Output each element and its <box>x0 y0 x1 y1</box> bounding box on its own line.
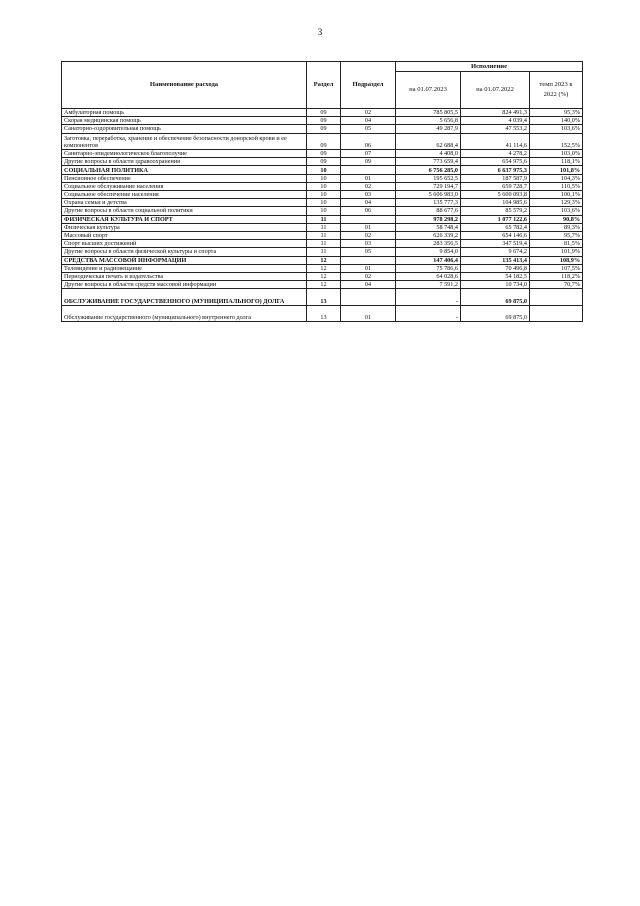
cell-value-2022: 70 496,8 <box>461 264 530 272</box>
cell-value-2022: 4 039,4 <box>461 117 530 125</box>
cell-tempo: 107,5% <box>530 264 583 272</box>
cell-value-2022: 10 734,0 <box>461 281 530 289</box>
header-subsection: Подраздел <box>341 62 396 109</box>
cell-value-2022: 41 114,6 <box>461 133 530 150</box>
header-date-2022: на 01.07.2022 <box>461 72 530 109</box>
cell-expense-name: Другие вопросы в области здравоохранения <box>62 158 307 166</box>
cell-subsection: 03 <box>341 191 396 199</box>
cell-tempo: 81,5% <box>530 240 583 248</box>
cell-value-2023: 147 406,4 <box>396 256 461 264</box>
cell-section: 10 <box>307 174 341 182</box>
cell-value-2022: 65 782,4 <box>461 223 530 231</box>
cell-tempo: 152,5% <box>530 133 583 150</box>
cell-tempo: 70,7% <box>530 281 583 289</box>
cell-value-2022: 824 491,3 <box>461 109 530 117</box>
cell-value-2022: 6 637 975,3 <box>461 166 530 174</box>
header-section: Раздел <box>307 62 341 109</box>
cell-expense-name: СОЦИАЛЬНАЯ ПОЛИТИКА <box>62 166 307 174</box>
cell-section: 13 <box>307 305 341 322</box>
cell-section: 12 <box>307 281 341 289</box>
cell-tempo: 90,8% <box>530 215 583 223</box>
cell-section: 12 <box>307 264 341 272</box>
cell-value-2022: 187 587,9 <box>461 174 530 182</box>
cell-value-2023: 49 287,9 <box>396 125 461 133</box>
cell-expense-name: Другие вопросы в области физической культуры и спорта <box>62 248 307 256</box>
cell-section: 12 <box>307 256 341 264</box>
cell-subsection: 01 <box>341 223 396 231</box>
cell-section: 12 <box>307 272 341 280</box>
cell-value-2023: 5 656,8 <box>396 117 461 125</box>
cell-value-2022: 135 413,4 <box>461 256 530 264</box>
cell-value-2022: 104 985,6 <box>461 199 530 207</box>
cell-section: 10 <box>307 166 341 174</box>
cell-expense-name: Амбулаторная помощь <box>62 109 307 117</box>
cell-expense-name: Физическая культура <box>62 223 307 231</box>
cell-tempo: 95,3% <box>530 109 583 117</box>
cell-subsection: 03 <box>341 240 396 248</box>
cell-subsection: 04 <box>341 199 396 207</box>
table-row <box>62 289 583 306</box>
cell-expense-name: Пенсионное обеспечение <box>62 174 307 182</box>
cell-subsection: 04 <box>341 281 396 289</box>
table-row <box>62 264 583 272</box>
cell-value-2023: 283 356,5 <box>396 240 461 248</box>
table-row <box>62 248 583 256</box>
cell-subsection <box>341 166 396 174</box>
cell-subsection: 02 <box>341 272 396 280</box>
cell-section: 10 <box>307 191 341 199</box>
cell-value-2023: 195 652,5 <box>396 174 461 182</box>
cell-subsection: 05 <box>341 248 396 256</box>
cell-tempo: 118,2% <box>530 272 583 280</box>
cell-tempo: 103,6% <box>530 125 583 133</box>
cell-subsection <box>341 289 396 306</box>
cell-section: 09 <box>307 109 341 117</box>
cell-subsection: 02 <box>341 182 396 190</box>
cell-expense-name: Другие вопросы в области социальной политики <box>62 207 307 215</box>
cell-tempo: 100,1% <box>530 191 583 199</box>
cell-value-2023: 62 688,4 <box>396 133 461 150</box>
cell-expense-name: Заготовка, переработка, хранение и обеспечение безопасности донорской крови и ее компонентов <box>62 133 307 150</box>
table-row <box>62 158 583 166</box>
table-row <box>62 207 583 215</box>
table-row <box>62 215 583 223</box>
cell-subsection: 06 <box>341 133 396 150</box>
cell-tempo: 89,3% <box>530 223 583 231</box>
cell-subsection <box>341 215 396 223</box>
cell-value-2022: 47 553,2 <box>461 125 530 133</box>
cell-subsection: 04 <box>341 117 396 125</box>
expenditure-table <box>61 61 583 322</box>
cell-expense-name: Санаторно-оздоровительная помощь <box>62 125 307 133</box>
cell-value-2022: 85 579,2 <box>461 207 530 215</box>
cell-subsection: 06 <box>341 207 396 215</box>
cell-tempo: 118,1% <box>530 158 583 166</box>
cell-tempo: 129,3% <box>530 199 583 207</box>
cell-tempo: 110,5% <box>530 182 583 190</box>
cell-value-2023: 626 339,2 <box>396 231 461 239</box>
cell-value-2022: 69 875,0 <box>461 305 530 322</box>
cell-value-2023: 785 805,5 <box>396 109 461 117</box>
cell-expense-name: Скорая медицинская помощь <box>62 117 307 125</box>
cell-value-2022: 54 182,5 <box>461 272 530 280</box>
table-row <box>62 281 583 289</box>
cell-value-2022: 347 519,4 <box>461 240 530 248</box>
header-date-2023: на 01.07.2023 <box>396 72 461 109</box>
table-row <box>62 223 583 231</box>
cell-subsection: 01 <box>341 264 396 272</box>
cell-expense-name: ФИЗИЧЕСКАЯ КУЛЬТУРА И СПОРТ <box>62 215 307 223</box>
table-body <box>62 109 583 322</box>
cell-value-2022: 5 600 093,8 <box>461 191 530 199</box>
table-row <box>62 182 583 190</box>
cell-tempo: 140,0% <box>530 117 583 125</box>
table-row <box>62 133 583 150</box>
table-row <box>62 199 583 207</box>
cell-expense-name: СРЕДСТВА МАССОВОЙ ИНФОРМАЦИИ <box>62 256 307 264</box>
cell-expense-name: Массовый спорт <box>62 231 307 239</box>
cell-value-2023: 9 854,0 <box>396 248 461 256</box>
cell-tempo: 103,6% <box>530 207 583 215</box>
cell-section: 09 <box>307 133 341 150</box>
page-number: 3 <box>317 27 323 37</box>
cell-section: 09 <box>307 150 341 158</box>
cell-value-2023: 135 777,3 <box>396 199 461 207</box>
cell-value-2023: 58 748,4 <box>396 223 461 231</box>
cell-tempo <box>530 289 583 306</box>
cell-value-2022: 69 875,0 <box>461 289 530 306</box>
cell-expense-name: Спорт высших достижений <box>62 240 307 248</box>
cell-subsection: 02 <box>341 231 396 239</box>
table-row <box>62 256 583 264</box>
cell-value-2023: - <box>396 305 461 322</box>
cell-value-2023: 6 756 285,0 <box>396 166 461 174</box>
table-row <box>62 191 583 199</box>
cell-tempo: 95,7% <box>530 231 583 239</box>
cell-section: 11 <box>307 231 341 239</box>
header-execution: Исполнение <box>396 62 583 72</box>
cell-value-2022: 654 146,6 <box>461 231 530 239</box>
cell-value-2022: 659 728,7 <box>461 182 530 190</box>
cell-subsection: 07 <box>341 150 396 158</box>
cell-section: 09 <box>307 117 341 125</box>
cell-section: 10 <box>307 207 341 215</box>
cell-expense-name: Охрана семьи и детства <box>62 199 307 207</box>
table-row <box>62 272 583 280</box>
cell-value-2022: 1 077 122,6 <box>461 215 530 223</box>
cell-expense-name: Социальное обслуживание населения <box>62 182 307 190</box>
cell-value-2023: - <box>396 289 461 306</box>
cell-value-2023: 88 677,6 <box>396 207 461 215</box>
cell-section: 09 <box>307 158 341 166</box>
cell-expense-name: Телевидение и радиовещание <box>62 264 307 272</box>
cell-value-2023: 64 028,6 <box>396 272 461 280</box>
table-row <box>62 109 583 117</box>
cell-expense-name: Обслуживание государственного (муниципального) внутреннего долга <box>62 305 307 322</box>
table-row <box>62 117 583 125</box>
cell-section: 10 <box>307 182 341 190</box>
cell-subsection: 09 <box>341 158 396 166</box>
cell-subsection: 05 <box>341 125 396 133</box>
cell-tempo: 108,9% <box>530 256 583 264</box>
cell-tempo: 103,0% <box>530 150 583 158</box>
header-tempo: темп 2023 к 2022 (%) <box>530 72 583 109</box>
cell-tempo: 101,8% <box>530 166 583 174</box>
cell-tempo: 101,9% <box>530 248 583 256</box>
cell-value-2022: 4 278,2 <box>461 150 530 158</box>
cell-section: 11 <box>307 240 341 248</box>
cell-value-2023: 729 194,7 <box>396 182 461 190</box>
cell-expense-name: ОБСЛУЖИВАНИЕ ГОСУДАРСТВЕННОГО (МУНИЦИПАЛЬНОГО) ДОЛГА <box>62 289 307 306</box>
table-row <box>62 166 583 174</box>
cell-expense-name: Санитарно-эпидемиологическое благополучие <box>62 150 307 158</box>
cell-expense-name: Другие вопросы в области средств массовой информации <box>62 281 307 289</box>
cell-value-2023: 978 298,2 <box>396 215 461 223</box>
table-row <box>62 240 583 248</box>
cell-subsection: 02 <box>341 109 396 117</box>
table-row <box>62 150 583 158</box>
cell-section: 11 <box>307 223 341 231</box>
cell-section: 11 <box>307 248 341 256</box>
cell-section: 10 <box>307 199 341 207</box>
cell-expense-name: Периодическая печать и издательства <box>62 272 307 280</box>
table-row <box>62 305 583 322</box>
cell-value-2022: 9 674,2 <box>461 248 530 256</box>
cell-section: 13 <box>307 289 341 306</box>
table-row <box>62 174 583 182</box>
cell-tempo: 104,3% <box>530 174 583 182</box>
cell-tempo <box>530 305 583 322</box>
cell-value-2023: 5 606 983,0 <box>396 191 461 199</box>
table-row <box>62 125 583 133</box>
cell-value-2023: 773 659,4 <box>396 158 461 166</box>
cell-section: 09 <box>307 125 341 133</box>
cell-section: 11 <box>307 215 341 223</box>
cell-value-2023: 75 786,6 <box>396 264 461 272</box>
header-expense-name: Наименование расхода <box>62 62 307 109</box>
table-row <box>62 231 583 239</box>
cell-subsection: 01 <box>341 174 396 182</box>
cell-value-2023: 4 408,0 <box>396 150 461 158</box>
cell-subsection: 01 <box>341 305 396 322</box>
cell-expense-name: Социальное обеспечение населения <box>62 191 307 199</box>
cell-value-2022: 654 975,6 <box>461 158 530 166</box>
cell-subsection <box>341 256 396 264</box>
cell-value-2023: 7 591,2 <box>396 281 461 289</box>
